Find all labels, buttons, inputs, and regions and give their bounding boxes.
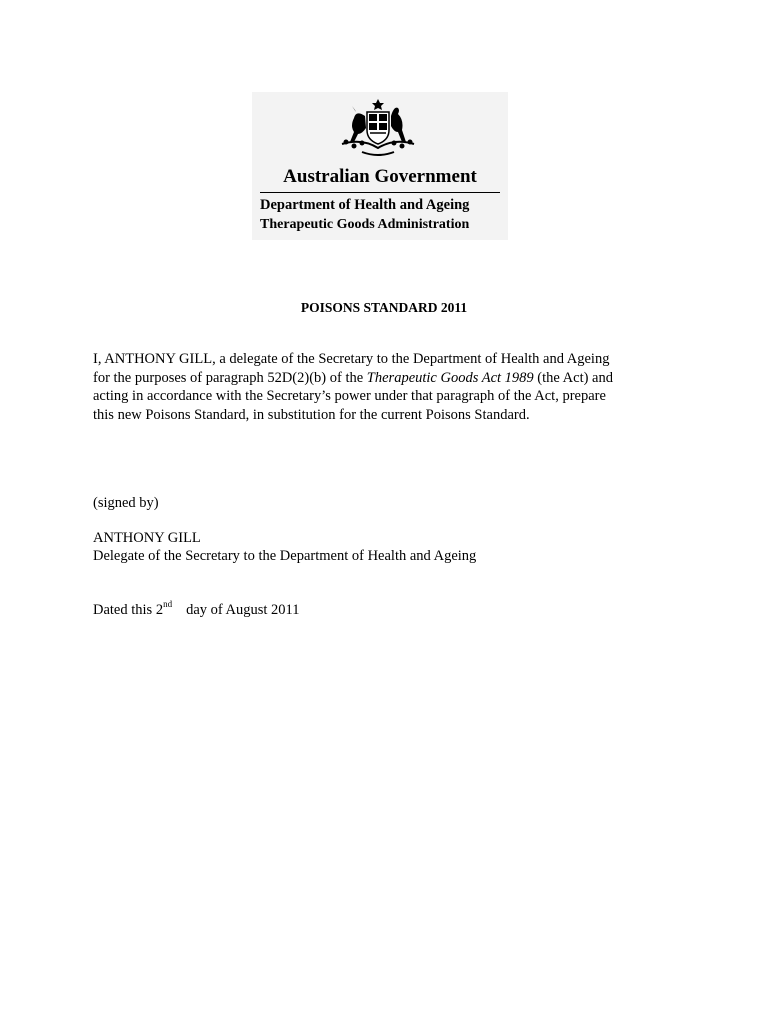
- paragraph-text: (the Act) and: [533, 369, 613, 386]
- document-title: POISONS STANDARD 2011: [300, 300, 468, 315]
- date-ordinal: nd: [163, 599, 173, 609]
- agency-name: Therapeutic Goods Administration: [260, 217, 470, 232]
- letterhead: [252, 92, 508, 240]
- paragraph-line: I, ANTHONY GILL, a delegate of the Secretary to the Department of Health and Ageing: [93, 351, 610, 367]
- signed-note: (signed by): [93, 495, 159, 511]
- coat-of-arms-icon: [332, 98, 424, 160]
- date-prefix: Dated this 2: [93, 602, 164, 618]
- date-line: [93, 601, 300, 619]
- act-title: Therapeutic Goods Act 1989: [366, 369, 534, 386]
- paragraph-line: acting in accordance with the Secretary’s power under that paragraph of the Act, prepare: [93, 388, 606, 404]
- department-name: Department of Health and Ageing: [260, 197, 470, 213]
- date-rest: day of August 2011: [186, 602, 300, 618]
- header-divider: [260, 192, 500, 193]
- signatory-role: Delegate of the Secretary to the Department of Health and Ageing: [93, 548, 477, 564]
- paragraph-line: this new Poisons Standard, in substitution for the current Poisons Standard.: [93, 406, 530, 423]
- government-title: Australian Government: [283, 166, 477, 187]
- paragraph-line: [93, 369, 693, 388]
- body-paragraph: [93, 350, 693, 424]
- signatory-name: ANTHONY GILL: [93, 530, 201, 546]
- paragraph-text: for the purposes of paragraph 52D(2)(b) of the: [93, 369, 367, 386]
